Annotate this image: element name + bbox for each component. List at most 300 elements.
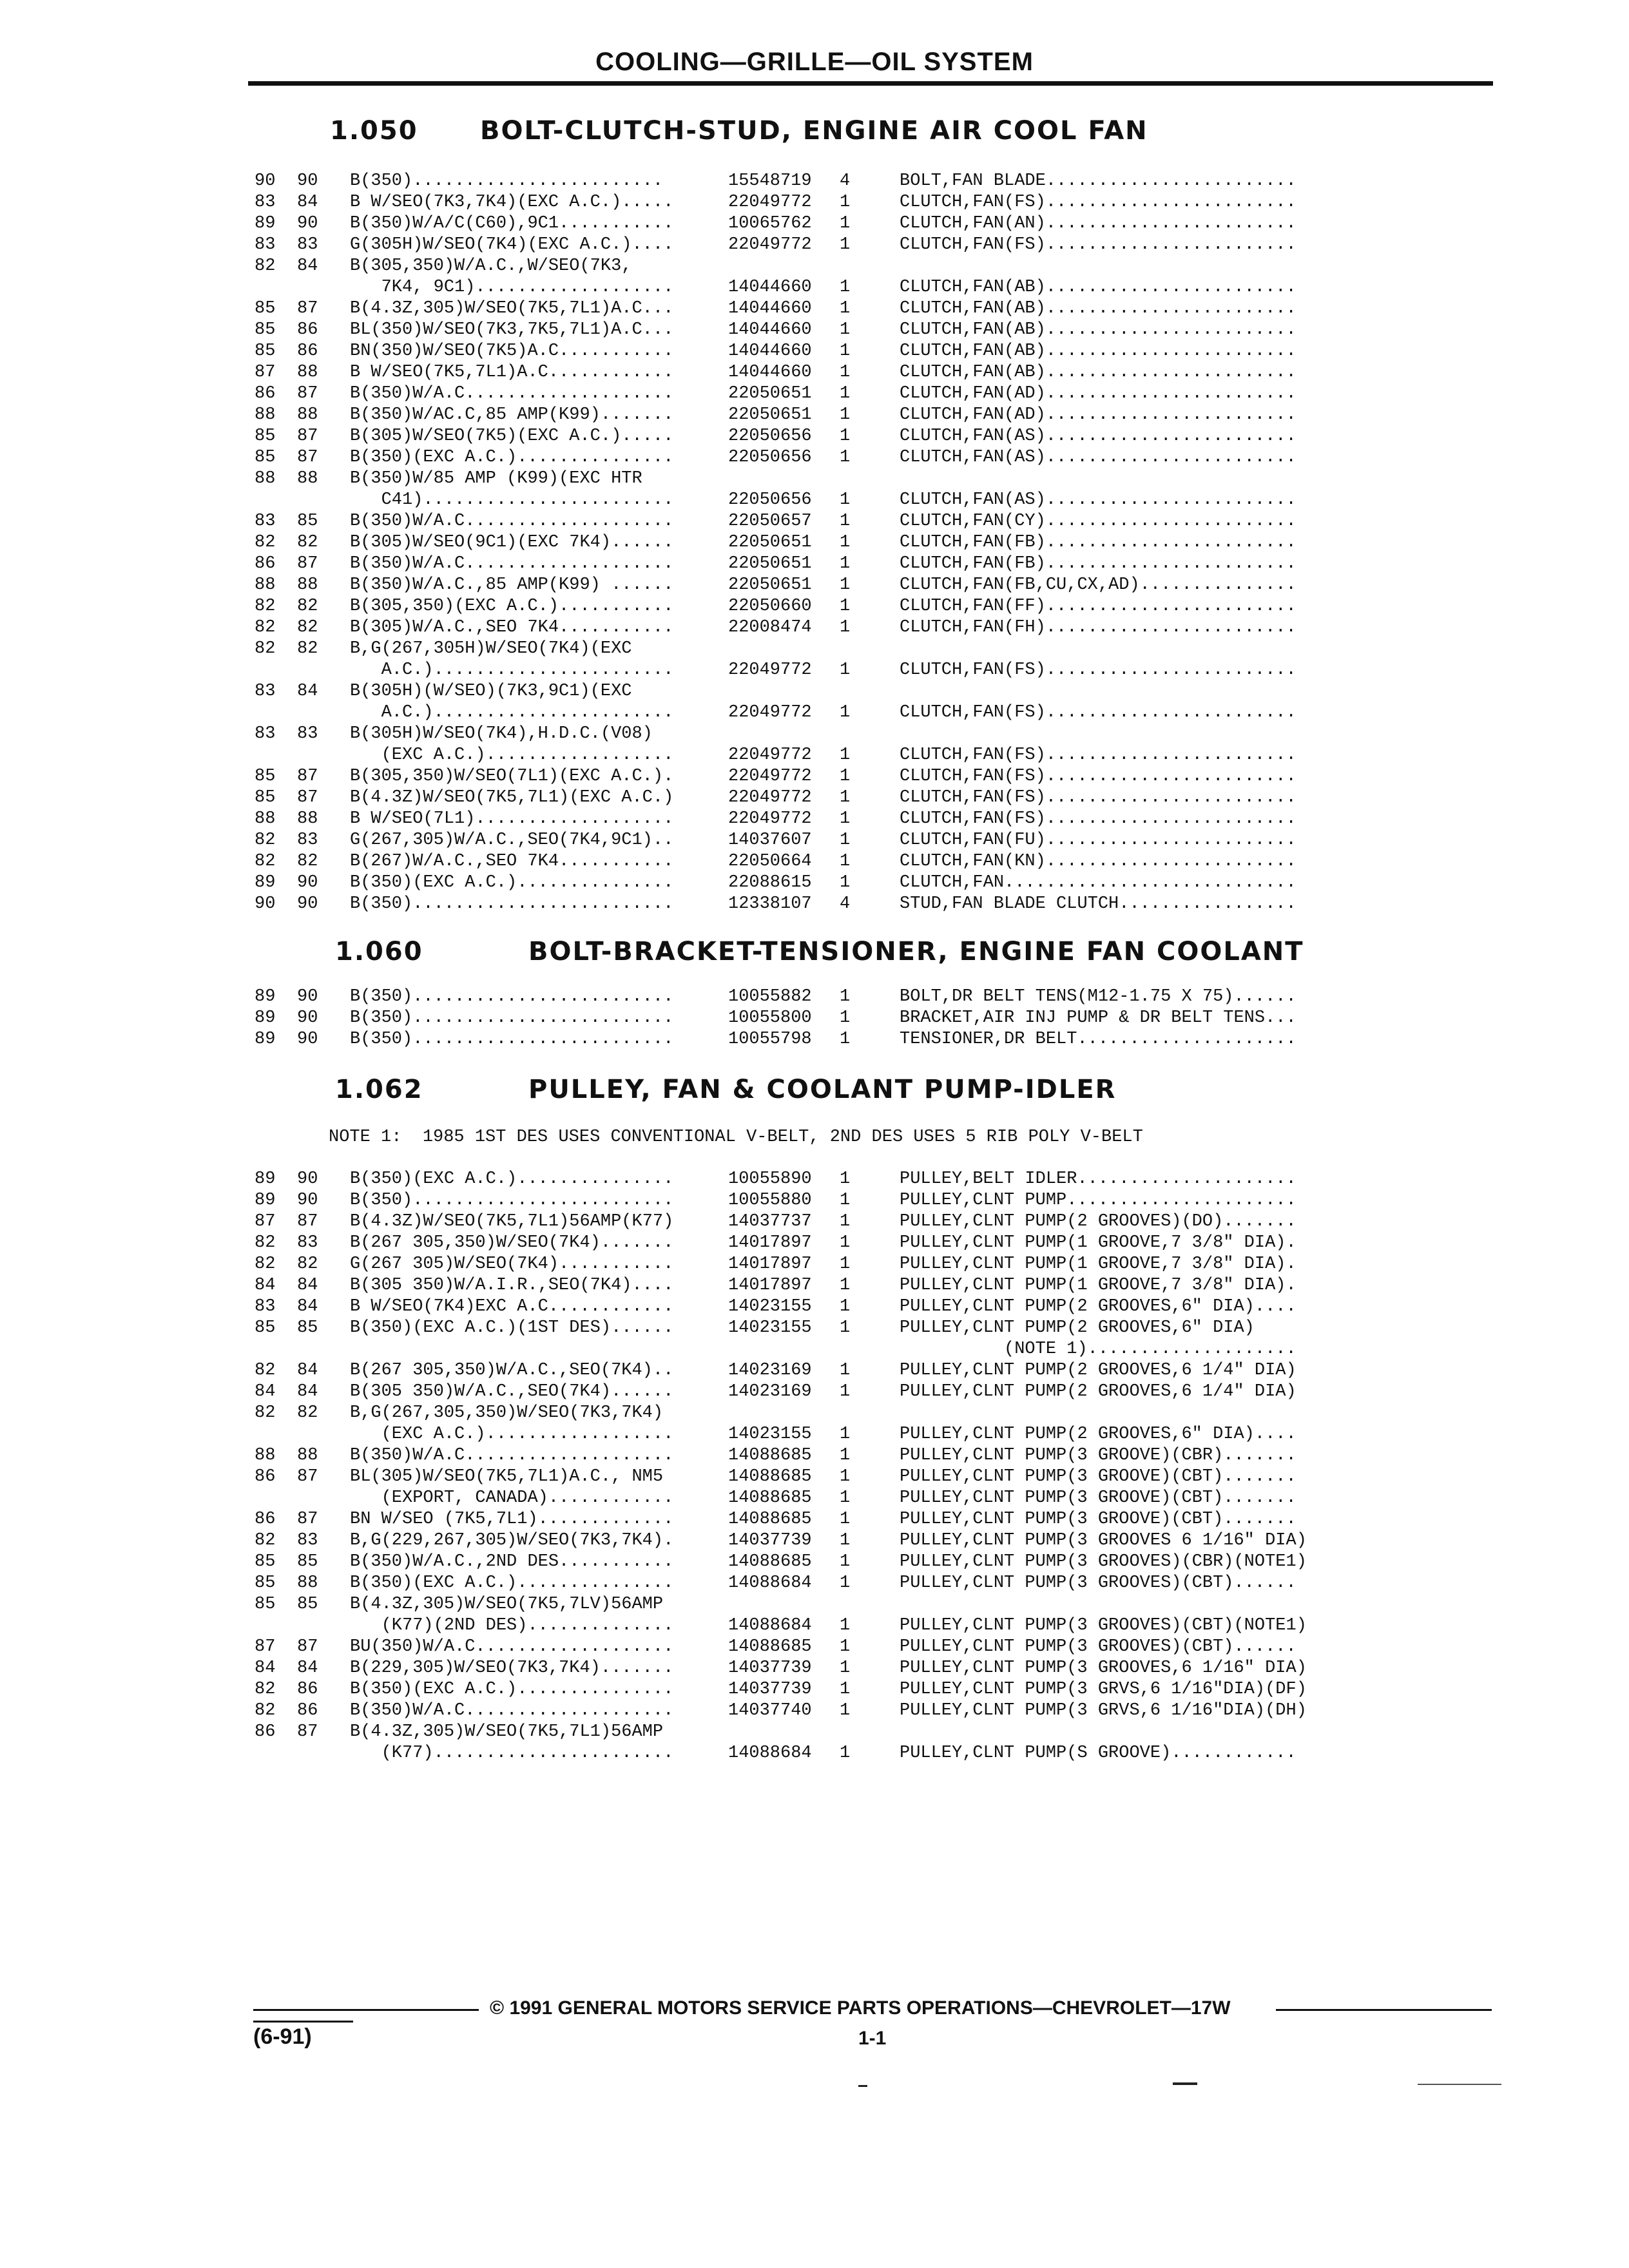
year-from: 85 bbox=[255, 1552, 276, 1571]
quantity: 1 bbox=[840, 1637, 851, 1657]
description: PULLEY,CLNT PUMP(3 GRVS,6 1/16"DIA)(DH) bbox=[900, 1701, 1307, 1720]
year-from: 90 bbox=[255, 171, 276, 191]
application: (K77)....................... bbox=[350, 1744, 674, 1763]
application: G(305H)W/SEO(7K4)(EXC A.C.).... bbox=[350, 235, 674, 255]
section-number: 1.050 bbox=[330, 116, 418, 146]
description: CLUTCH,FAN(AS)........................ bbox=[900, 490, 1296, 510]
description: PULLEY,CLNT PUMP(3 GROOVE)(CBT)....... bbox=[900, 1510, 1296, 1529]
part-number: 22049772 bbox=[728, 193, 812, 212]
application: (EXPORT, CANADA)............ bbox=[350, 1488, 674, 1508]
quantity: 1 bbox=[840, 1446, 851, 1465]
table-row bbox=[255, 1530, 1350, 1552]
year-to: 87 bbox=[297, 767, 318, 786]
part-number: 22050651 bbox=[728, 405, 812, 425]
quantity: 1 bbox=[840, 1531, 851, 1550]
part-number: 14088684 bbox=[728, 1744, 812, 1763]
application: B(350)W/A.C.,85 AMP(K99) ...... bbox=[350, 575, 674, 595]
table-row bbox=[255, 1008, 1350, 1029]
table-row bbox=[255, 986, 1350, 1008]
description: CLUTCH,FAN(FS)........................ bbox=[900, 193, 1296, 212]
application: B(350)W/A.C.................... bbox=[350, 1701, 674, 1720]
year-to: 82 bbox=[297, 639, 318, 658]
table-row bbox=[255, 1360, 1350, 1381]
table-row bbox=[255, 1743, 1350, 1764]
year-from: 89 bbox=[255, 1030, 276, 1049]
table-row bbox=[255, 660, 1350, 681]
header-rule bbox=[248, 81, 1493, 86]
year-to: 90 bbox=[297, 987, 318, 1006]
table-row bbox=[255, 851, 1350, 872]
quantity: 4 bbox=[840, 171, 851, 191]
year-to: 90 bbox=[297, 873, 318, 892]
table-row bbox=[255, 830, 1350, 851]
application: BL(350)W/SEO(7K3,7K5,7L1)A.C... bbox=[350, 320, 674, 340]
part-number: 14023155 bbox=[728, 1318, 812, 1338]
part-number: 14044660 bbox=[728, 341, 812, 361]
table-row bbox=[255, 532, 1350, 553]
table-row bbox=[255, 1552, 1350, 1573]
part-number: 14088684 bbox=[728, 1616, 812, 1635]
part-number: 22050657 bbox=[728, 512, 812, 531]
application: B W/SEO(7K5,7L1)A.C............ bbox=[350, 363, 674, 382]
application: B(350)W/85 AMP (K99)(EXC HTR bbox=[350, 469, 642, 488]
part-number: 22049772 bbox=[728, 660, 812, 680]
year-from: 89 bbox=[255, 873, 276, 892]
part-number: 14044660 bbox=[728, 320, 812, 340]
application: A.C.)....................... bbox=[350, 703, 674, 722]
year-from: 85 bbox=[255, 427, 276, 446]
year-to: 84 bbox=[297, 682, 318, 701]
application: BN(350)W/SEO(7K5)A.C........... bbox=[350, 341, 674, 361]
description: PULLEY,CLNT PUMP(3 GROOVES,6 1/16" DIA) bbox=[900, 1658, 1307, 1678]
application: B W/SEO(7L1)................... bbox=[350, 809, 674, 829]
quantity: 4 bbox=[840, 894, 851, 914]
part-number: 10055798 bbox=[728, 1030, 812, 1049]
year-from: 89 bbox=[255, 1169, 276, 1189]
table-row bbox=[255, 192, 1350, 213]
year-to: 84 bbox=[297, 1361, 318, 1380]
year-from: 86 bbox=[255, 384, 276, 403]
part-number: 22049772 bbox=[728, 703, 812, 722]
year-to: 85 bbox=[297, 512, 318, 531]
year-to: 85 bbox=[297, 1552, 318, 1571]
application: B(350)(EXC A.C.)............... bbox=[350, 1573, 674, 1593]
part-number: 14037739 bbox=[728, 1658, 812, 1678]
year-to: 82 bbox=[297, 533, 318, 552]
year-from: 82 bbox=[255, 1403, 276, 1423]
application: B(350)........................ bbox=[350, 171, 664, 191]
year-to: 86 bbox=[297, 320, 318, 340]
application: B(4.3Z)W/SEO(7K5,7L1)56AMP(K77) bbox=[350, 1212, 674, 1231]
table-row bbox=[255, 1722, 1350, 1743]
description: PULLEY,CLNT PUMP(1 GROOVE,7 3/8" DIA). bbox=[900, 1233, 1296, 1253]
part-number: 14088684 bbox=[728, 1573, 812, 1593]
year-from: 82 bbox=[255, 639, 276, 658]
application: (EXC A.C.).................. bbox=[350, 745, 674, 765]
page-number: 1-1 bbox=[858, 2028, 887, 2049]
year-to: 82 bbox=[297, 1254, 318, 1274]
year-to: 87 bbox=[297, 299, 318, 318]
table-row bbox=[255, 320, 1350, 341]
part-number: 12338107 bbox=[728, 894, 812, 914]
part-number: 22049772 bbox=[728, 745, 812, 765]
year-from: 82 bbox=[255, 618, 276, 637]
description: PULLEY,CLNT PUMP(2 GROOVES)(DO)....... bbox=[900, 1212, 1296, 1231]
part-number: 22008474 bbox=[728, 618, 812, 637]
description: CLUTCH,FAN(CY)........................ bbox=[900, 512, 1296, 531]
quantity: 1 bbox=[840, 767, 851, 786]
application: B(305,350)(EXC A.C.)........... bbox=[350, 597, 674, 616]
part-number: 10055880 bbox=[728, 1191, 812, 1210]
part-number: 22050656 bbox=[728, 448, 812, 467]
quantity: 1 bbox=[840, 490, 851, 510]
table-row bbox=[255, 1573, 1350, 1594]
table-row bbox=[255, 596, 1350, 617]
description: PULLEY,CLNT PUMP(3 GROOVE)(CBR)....... bbox=[900, 1446, 1296, 1465]
quantity: 1 bbox=[840, 235, 851, 255]
scan-mark bbox=[1173, 2082, 1197, 2085]
description: BOLT,DR BELT TENS(M12-1.75 X 75)...... bbox=[900, 987, 1296, 1006]
year-to: 84 bbox=[297, 256, 318, 276]
quantity: 1 bbox=[840, 533, 851, 552]
description: PULLEY,CLNT PUMP(1 GROOVE,7 3/8" DIA). bbox=[900, 1254, 1296, 1274]
footer-rule-left bbox=[253, 2009, 479, 2011]
application: B(350)(EXC A.C.)............... bbox=[350, 448, 674, 467]
table-row bbox=[255, 1658, 1350, 1679]
quantity: 1 bbox=[840, 320, 851, 340]
year-from: 85 bbox=[255, 1595, 276, 1614]
year-to: 84 bbox=[297, 1382, 318, 1401]
part-number: 22050660 bbox=[728, 597, 812, 616]
application: C41)........................ bbox=[350, 490, 674, 510]
application: BU(350)W/A.C................... bbox=[350, 1637, 674, 1657]
application: B(4.3Z,305)W/SEO(7K5,7L1)A.C... bbox=[350, 299, 674, 318]
description: CLUTCH,FAN(FS)........................ bbox=[900, 703, 1296, 722]
description: CLUTCH,FAN(FB,CU,CX,AD)............... bbox=[900, 575, 1296, 595]
description: CLUTCH,FAN(AB)........................ bbox=[900, 363, 1296, 382]
part-number: 14017897 bbox=[728, 1254, 812, 1274]
quantity: 1 bbox=[840, 1169, 851, 1189]
description: PULLEY,CLNT PUMP(2 GROOVES,6 1/4" DIA) bbox=[900, 1382, 1296, 1401]
quantity: 1 bbox=[840, 788, 851, 807]
part-number: 10055890 bbox=[728, 1169, 812, 1189]
application: BN W/SEO (7K5,7L1)............. bbox=[350, 1510, 674, 1529]
year-from: 85 bbox=[255, 1318, 276, 1338]
part-number: 22049772 bbox=[728, 788, 812, 807]
table-row bbox=[255, 383, 1350, 405]
table-row bbox=[255, 1679, 1350, 1700]
part-number: 14037607 bbox=[728, 831, 812, 850]
section-1062-heading bbox=[335, 1075, 1302, 1107]
description: CLUTCH,FAN............................ bbox=[900, 873, 1296, 892]
application: BL(305)W/SEO(7K5,7L1)A.C., NM5 bbox=[350, 1467, 664, 1486]
application: B(305 350)W/A.C.,SEO(7K4)...... bbox=[350, 1382, 674, 1401]
application: (K77)(2ND DES).............. bbox=[350, 1616, 674, 1635]
application: B(350)W/A/C(C60),9C1........... bbox=[350, 214, 674, 233]
year-from: 83 bbox=[255, 682, 276, 701]
year-to: 84 bbox=[297, 1297, 318, 1316]
year-from: 83 bbox=[255, 512, 276, 531]
application: A.C.)....................... bbox=[350, 660, 674, 680]
description: PULLEY,CLNT PUMP(1 GROOVE,7 3/8" DIA). bbox=[900, 1276, 1296, 1295]
year-from: 83 bbox=[255, 1297, 276, 1316]
table-row bbox=[255, 213, 1350, 235]
table-row bbox=[255, 872, 1350, 894]
footer-rule-right bbox=[1276, 2009, 1492, 2011]
description: CLUTCH,FAN(FS)........................ bbox=[900, 235, 1296, 255]
year-to: 87 bbox=[297, 427, 318, 446]
application: B(350)W/A.C.................... bbox=[350, 554, 674, 573]
year-from: 88 bbox=[255, 469, 276, 488]
table-row bbox=[255, 1594, 1350, 1615]
year-from: 87 bbox=[255, 1212, 276, 1231]
application: B(350)W/AC.C,85 AMP(K99)....... bbox=[350, 405, 674, 425]
quantity: 1 bbox=[840, 575, 851, 595]
year-to: 90 bbox=[297, 214, 318, 233]
quantity: 1 bbox=[840, 1680, 851, 1699]
part-number: 10065762 bbox=[728, 214, 812, 233]
table-row bbox=[255, 1296, 1350, 1318]
table-row bbox=[255, 809, 1350, 830]
quantity: 1 bbox=[840, 660, 851, 680]
table-row bbox=[255, 490, 1350, 511]
description: STUD,FAN BLADE CLUTCH................. bbox=[900, 894, 1296, 914]
description: CLUTCH,FAN(AB)........................ bbox=[900, 320, 1296, 340]
quantity: 1 bbox=[840, 278, 851, 297]
year-from: 82 bbox=[255, 597, 276, 616]
part-number: 14088685 bbox=[728, 1488, 812, 1508]
application: B(350)W/A.C.,2ND DES........... bbox=[350, 1552, 674, 1571]
description: CLUTCH,FAN(AD)........................ bbox=[900, 384, 1296, 403]
quantity: 1 bbox=[840, 618, 851, 637]
description: PULLEY,CLNT PUMP(2 GROOVES,6" DIA).... bbox=[900, 1425, 1296, 1444]
description: PULLEY,CLNT PUMP...................... bbox=[900, 1191, 1296, 1210]
quantity: 1 bbox=[840, 703, 851, 722]
application: B W/SEO(7K3,7K4)(EXC A.C.)..... bbox=[350, 193, 674, 212]
description: CLUTCH,FAN(FH)........................ bbox=[900, 618, 1296, 637]
part-number: 14088685 bbox=[728, 1552, 812, 1571]
part-number: 14023155 bbox=[728, 1297, 812, 1316]
quantity: 1 bbox=[840, 1701, 851, 1720]
year-from: 83 bbox=[255, 235, 276, 255]
description: CLUTCH,FAN(KN)........................ bbox=[900, 852, 1296, 871]
table-row bbox=[255, 639, 1350, 660]
quantity: 1 bbox=[840, 1467, 851, 1486]
description: CLUTCH,FAN(AD)........................ bbox=[900, 405, 1296, 425]
table-row bbox=[255, 1509, 1350, 1530]
year-to: 84 bbox=[297, 1276, 318, 1295]
part-number: 22050656 bbox=[728, 490, 812, 510]
description: PULLEY,CLNT PUMP(S GROOVE)............ bbox=[900, 1744, 1296, 1763]
quantity: 1 bbox=[840, 554, 851, 573]
application: B(350)W/A.C.................... bbox=[350, 384, 674, 403]
quantity: 1 bbox=[840, 873, 851, 892]
part-number: 22050651 bbox=[728, 384, 812, 403]
part-number: 14037740 bbox=[728, 1701, 812, 1720]
application: B(4.3Z,305)W/SEO(7K5,7LV)56AMP bbox=[350, 1595, 664, 1614]
table-row bbox=[255, 405, 1350, 426]
quantity: 1 bbox=[840, 745, 851, 765]
year-to: 90 bbox=[297, 1030, 318, 1049]
year-to: 87 bbox=[297, 1510, 318, 1529]
part-number: 22088615 bbox=[728, 873, 812, 892]
quantity: 1 bbox=[840, 597, 851, 616]
footer-copyright: © 1991 GENERAL MOTORS SERVICE PARTS OPERATIONS—CHEVROLET—17W bbox=[490, 1997, 1231, 2019]
quantity: 1 bbox=[840, 1488, 851, 1508]
quantity: 1 bbox=[840, 1318, 851, 1338]
application: G(267 305)W/SEO(7K4)........... bbox=[350, 1254, 674, 1274]
description: PULLEY,CLNT PUMP(2 GROOVES,6" DIA).... bbox=[900, 1297, 1296, 1316]
application: B(350)(EXC A.C.)............... bbox=[350, 873, 674, 892]
application: B(305)W/A.C.,SEO 7K4........... bbox=[350, 618, 674, 637]
table-row bbox=[255, 766, 1350, 787]
year-from: 85 bbox=[255, 320, 276, 340]
year-from: 84 bbox=[255, 1658, 276, 1678]
table-row bbox=[255, 362, 1350, 383]
year-to: 83 bbox=[297, 235, 318, 255]
year-to: 88 bbox=[297, 1573, 318, 1593]
section-number: 1.062 bbox=[335, 1075, 423, 1104]
year-from: 82 bbox=[255, 1531, 276, 1550]
table-row bbox=[255, 1615, 1350, 1637]
quantity: 1 bbox=[840, 1616, 851, 1635]
year-from: 82 bbox=[255, 256, 276, 276]
year-from: 88 bbox=[255, 809, 276, 829]
application: (EXC A.C.).................. bbox=[350, 1425, 674, 1444]
description: CLUTCH,FAN(AB)........................ bbox=[900, 278, 1296, 297]
quantity: 1 bbox=[840, 299, 851, 318]
year-from: 85 bbox=[255, 767, 276, 786]
table-row bbox=[255, 298, 1350, 320]
year-from: 82 bbox=[255, 852, 276, 871]
year-to: 90 bbox=[297, 894, 318, 914]
description: CLUTCH,FAN(FS)........................ bbox=[900, 788, 1296, 807]
parts-table-1050 bbox=[255, 171, 1350, 915]
quantity: 1 bbox=[840, 405, 851, 425]
part-number: 14017897 bbox=[728, 1276, 812, 1295]
application: B(350)(EXC A.C.)............... bbox=[350, 1169, 674, 1189]
quantity: 1 bbox=[840, 1744, 851, 1763]
application: B W/SEO(7K4)EXC A.C............ bbox=[350, 1297, 674, 1316]
table-row bbox=[255, 341, 1350, 362]
year-from: 82 bbox=[255, 533, 276, 552]
table-row bbox=[255, 702, 1350, 724]
year-to: 82 bbox=[297, 1403, 318, 1423]
application: B(350)......................... bbox=[350, 1008, 674, 1028]
quantity: 1 bbox=[840, 1510, 851, 1529]
year-from: 86 bbox=[255, 1722, 276, 1742]
table-row bbox=[255, 553, 1350, 575]
table-row bbox=[255, 575, 1350, 596]
part-number: 14044660 bbox=[728, 299, 812, 318]
year-to: 87 bbox=[297, 1722, 318, 1742]
description: CLUTCH,FAN(AS)........................ bbox=[900, 427, 1296, 446]
description: PULLEY,CLNT PUMP(3 GROOVES)(CBT)...... bbox=[900, 1637, 1296, 1657]
quantity: 1 bbox=[840, 1552, 851, 1571]
part-number: 14088685 bbox=[728, 1637, 812, 1657]
section-1050-heading bbox=[330, 116, 1296, 148]
year-to: 90 bbox=[297, 1191, 318, 1210]
table-row bbox=[255, 1700, 1350, 1722]
table-row bbox=[255, 724, 1350, 745]
application: B,G(229,267,305)W/SEO(7K3,7K4). bbox=[350, 1531, 674, 1550]
application: B(4.3Z,305)W/SEO(7K5,7L1)56AMP bbox=[350, 1722, 664, 1742]
application: G(267,305)W/A.C.,SEO(7K4,9C1).. bbox=[350, 831, 674, 850]
quantity: 1 bbox=[840, 214, 851, 233]
table-row bbox=[255, 235, 1350, 256]
description: CLUTCH,FAN(FB)........................ bbox=[900, 533, 1296, 552]
application: B(267 305,350)W/SEO(7K4)....... bbox=[350, 1233, 674, 1253]
quantity: 1 bbox=[840, 987, 851, 1006]
part-number: 14044660 bbox=[728, 363, 812, 382]
year-from: 88 bbox=[255, 405, 276, 425]
year-to: 83 bbox=[297, 1233, 318, 1253]
quantity: 1 bbox=[840, 1212, 851, 1231]
part-number: 14088685 bbox=[728, 1510, 812, 1529]
year-to: 90 bbox=[297, 1008, 318, 1028]
quantity: 1 bbox=[840, 1573, 851, 1593]
part-number: 14023155 bbox=[728, 1425, 812, 1444]
table-row bbox=[255, 745, 1350, 766]
year-to: 90 bbox=[297, 171, 318, 191]
quantity: 1 bbox=[840, 1297, 851, 1316]
table-row bbox=[255, 1424, 1350, 1445]
description: CLUTCH,FAN(FU)........................ bbox=[900, 831, 1296, 850]
part-number: 14088685 bbox=[728, 1446, 812, 1465]
description: (NOTE 1).................... bbox=[900, 1340, 1296, 1359]
description: TENSIONER,DR BELT..................... bbox=[900, 1030, 1296, 1049]
year-from: 82 bbox=[255, 1680, 276, 1699]
year-from: 86 bbox=[255, 1510, 276, 1529]
description: CLUTCH,FAN(AN)........................ bbox=[900, 214, 1296, 233]
part-number: 15548719 bbox=[728, 171, 812, 191]
year-to: 87 bbox=[297, 384, 318, 403]
part-number: 14037737 bbox=[728, 1212, 812, 1231]
part-number: 22050651 bbox=[728, 533, 812, 552]
year-from: 83 bbox=[255, 193, 276, 212]
part-number: 14023169 bbox=[728, 1361, 812, 1380]
quantity: 1 bbox=[840, 193, 851, 212]
section-number: 1.060 bbox=[335, 937, 423, 966]
application: 7K4, 9C1)................... bbox=[350, 278, 674, 297]
year-to: 87 bbox=[297, 1212, 318, 1231]
table-row bbox=[255, 447, 1350, 468]
year-to: 87 bbox=[297, 788, 318, 807]
application: B(267)W/A.C.,SEO 7K4........... bbox=[350, 852, 674, 871]
part-number: 14088685 bbox=[728, 1467, 812, 1486]
application: B(350)(EXC A.C.)(1ST DES)...... bbox=[350, 1318, 674, 1338]
year-from: 86 bbox=[255, 554, 276, 573]
year-to: 86 bbox=[297, 1701, 318, 1720]
description: PULLEY,CLNT PUMP(3 GROOVE)(CBT)....... bbox=[900, 1488, 1296, 1508]
quantity: 1 bbox=[840, 1030, 851, 1049]
year-to: 83 bbox=[297, 724, 318, 744]
year-from: 88 bbox=[255, 1446, 276, 1465]
year-to: 88 bbox=[297, 363, 318, 382]
year-from: 89 bbox=[255, 1191, 276, 1210]
year-from: 82 bbox=[255, 831, 276, 850]
year-to: 88 bbox=[297, 405, 318, 425]
year-to: 86 bbox=[297, 341, 318, 361]
year-to: 88 bbox=[297, 469, 318, 488]
table-row bbox=[255, 1211, 1350, 1233]
quantity: 1 bbox=[840, 1276, 851, 1295]
year-from: 82 bbox=[255, 1254, 276, 1274]
description: CLUTCH,FAN(FB)........................ bbox=[900, 554, 1296, 573]
application: B(350)W/A.C.................... bbox=[350, 1446, 674, 1465]
application: B,G(267,305,350)W/SEO(7K3,7K4) bbox=[350, 1403, 664, 1423]
quantity: 1 bbox=[840, 341, 851, 361]
